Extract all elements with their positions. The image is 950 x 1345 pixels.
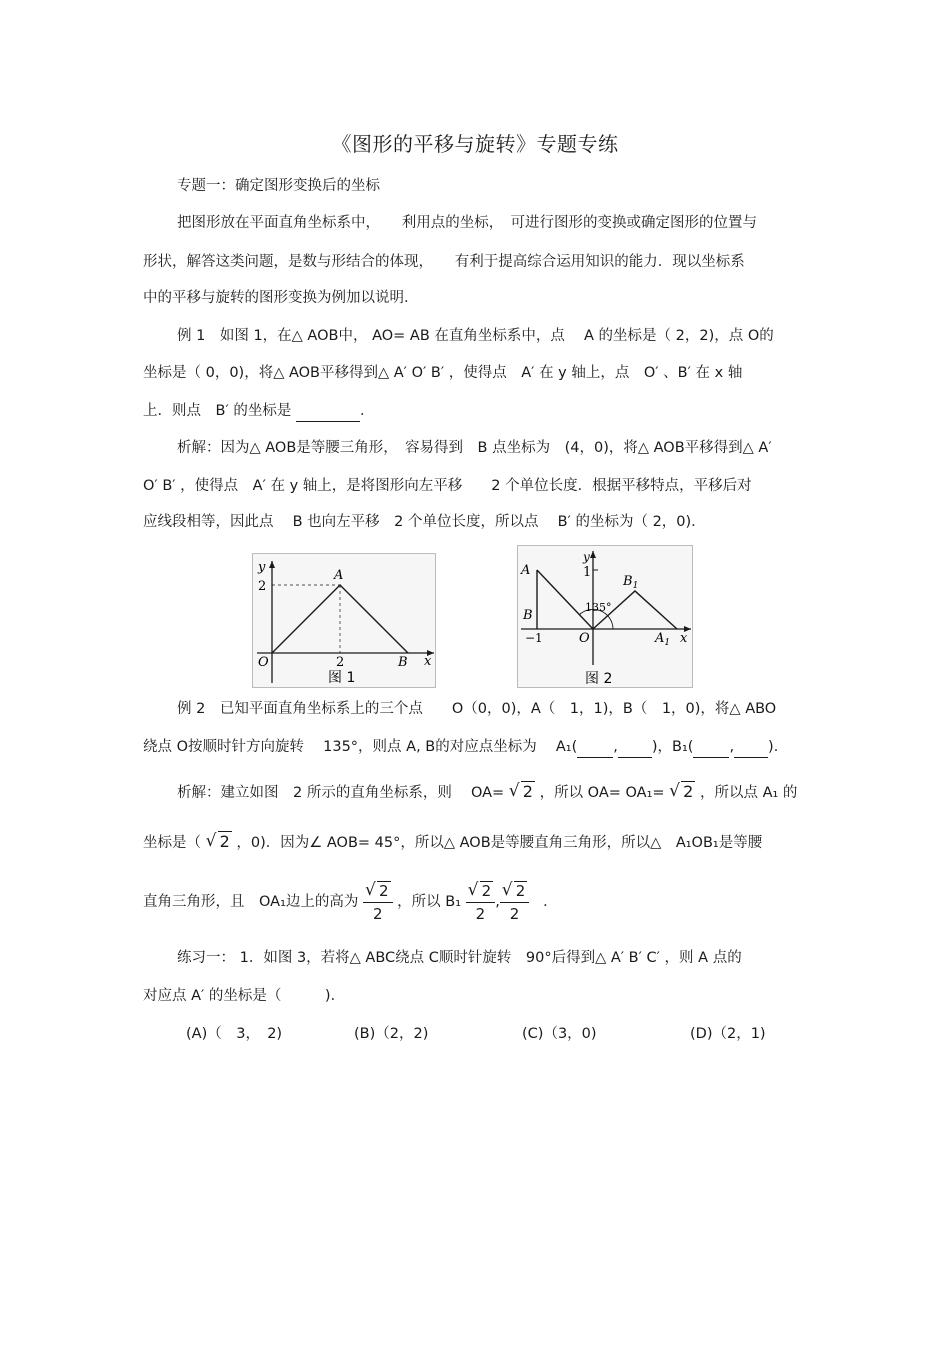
- fraction-sqrt2-over-2: √ 2 2: [466, 880, 496, 925]
- page-title: 《图形的平移与旋转》专题专练: [331, 132, 619, 156]
- example1-line-2: 坐标是（ 0，0)，将△ AOB平移得到△ A′ O′ B′ ，使得点 A′ 在 y 轴上，点 O′ 、B′ 在 x 轴: [143, 365, 743, 381]
- option-c: (C)（3，0): [522, 1026, 597, 1042]
- point-a1-label: $A_1$: [655, 631, 671, 648]
- exercise1-line-1: 练习一： 1．如图 3，若将△ ABC绕点 C顺时针旋转 90°后得到△ A′ B′ C′ ，则 A 点的: [177, 950, 742, 966]
- figure-2: [517, 545, 693, 688]
- x-label: x: [680, 631, 688, 646]
- analysis2-line-1: 析解：建立如图 2 所示的直角坐标系，则 OA= √ 2 ，所以 OA= OA₁= √ 2 ，所以点 A₁ 的: [177, 781, 798, 801]
- sqrt-two: √ 2: [205, 831, 230, 851]
- analysis1-line-1: 析解：因为△ AOB是等腰三角形， 容易得到 B 点坐标为 (4，0)，将△ AOB平移得到△ A′: [177, 440, 772, 456]
- x-label: x: [424, 654, 432, 669]
- intro-line-3: 中的平移与旋转的图形变换为例加以说明．: [143, 290, 419, 306]
- fraction-sqrt2-over-2: √ 2 2: [363, 880, 393, 925]
- origin-label: O: [579, 631, 590, 646]
- intro-line-2: 形状，解答这类问题，是数与形结合的体现， 有利于提高综合运用知识的能力．现以坐标系: [143, 254, 745, 270]
- option-a: (A)（ 3， 2): [186, 1026, 283, 1042]
- y-tick-label: 1: [583, 565, 592, 580]
- answer-blank: [296, 401, 360, 422]
- point-a-label: A: [521, 563, 531, 578]
- figure-2-caption: 图 2: [585, 671, 613, 687]
- analysis2-line-2: 坐标是（ √ 2 ，0)．因为∠ AOB= 45°，所以△ AOB是等腰直角三角形，所以△ A₁OB₁是等腰: [143, 831, 763, 851]
- y-label: y: [583, 550, 590, 564]
- option-d: (D)（2，1): [690, 1026, 766, 1042]
- figure-1-caption: 图 1: [328, 670, 356, 686]
- figure-1: [252, 553, 436, 688]
- exercise1-line-2: 对应点 A′ 的坐标是（ )．: [143, 988, 346, 1004]
- figure-2-frame: [518, 546, 693, 688]
- y-tick-label: 2: [258, 579, 267, 594]
- sqrt-two: √ 2: [508, 781, 533, 801]
- x-tick-label: −1: [525, 631, 543, 645]
- origin-label: O: [258, 655, 269, 670]
- point-b1-label: $B_1$: [623, 574, 639, 591]
- angle-label: 135°: [585, 601, 612, 614]
- fraction-sqrt2-over-2: √ 2 2: [500, 880, 530, 925]
- option-b: (B)（2，2): [354, 1026, 429, 1042]
- point-a-label: A: [334, 568, 344, 583]
- analysis1-line-2: O′ B′ ，使得点 A′ 在 y 轴上，是将图形向左平移 2 个单位长度．根据平移特点，平移后对: [143, 478, 752, 494]
- analysis1-line-3: 应线段相等，因此点 B 也向左平移 2 个单位长度，所以点 B′ 的坐标为（ 2，0)．: [143, 514, 706, 530]
- sqrt-two: √ 2: [669, 781, 694, 801]
- point-b-label: B: [398, 655, 408, 670]
- section-heading: 专题一：确定图形变换后的坐标: [177, 178, 380, 194]
- example1-line-3: 上．则点 B′ 的坐标是 ．: [143, 401, 374, 422]
- point-b-label: B: [523, 608, 533, 623]
- x-tick-label: 2: [336, 655, 345, 670]
- example1-line-1: 例 1 如图 1，在△ AOB中， AO= AB 在直角坐标系中，点 A 的坐标是（ 2，2)，点 O的: [177, 328, 774, 344]
- example2-line-1: 例 2 已知平面直角坐标系上的三个点 O（0，0)，A（ 1，1)，B（ 1，0)，将△ ABO: [177, 701, 777, 717]
- y-label: y: [258, 560, 266, 575]
- intro-line-1: 把图形放在平面直角坐标系中， 利用点的坐标， 可进行图形的变换或确定图形的位置与: [177, 215, 757, 231]
- analysis2-line-3: 直角三角形，且 OA₁边上的高为 √ 2 2 ，所以 B₁ √ 2 2 , √ 2 2 ．: [143, 879, 558, 923]
- example2-line-2: 绕点 O按顺时针方向旋转 135°，则点 A, B的对应点坐标为 A₁( , )，B₁( , )．: [143, 737, 788, 758]
